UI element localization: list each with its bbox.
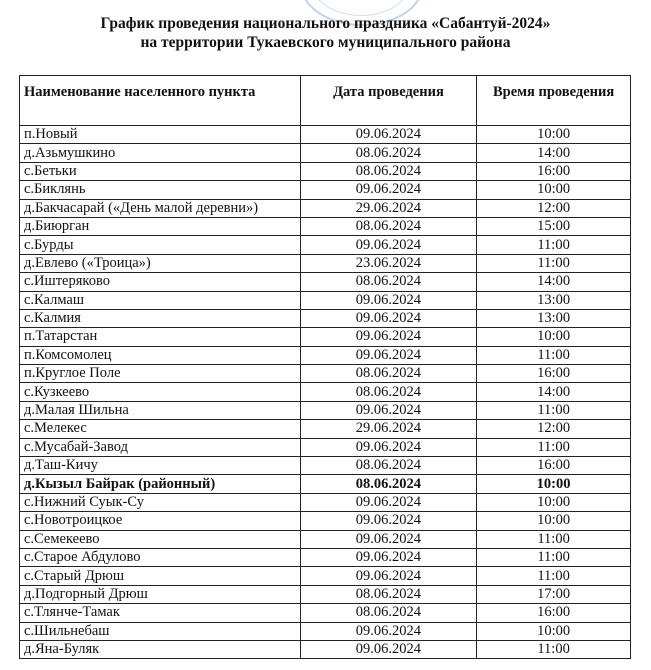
table-row xyxy=(20,512,631,530)
table-row xyxy=(20,457,631,475)
cell-time: 11:00 xyxy=(477,530,631,548)
cell-time: 11:00 xyxy=(477,640,631,658)
cell-date: 08.06.2024 xyxy=(300,273,477,291)
cell-place: д.Евлево («Троица») xyxy=(20,254,301,272)
cell-place: с.Тлянче-Тамак xyxy=(20,604,301,622)
cell-date: 09.06.2024 xyxy=(300,346,477,364)
cell-place: д.Яна-Буляк xyxy=(20,640,301,658)
cell-time: 11:00 xyxy=(477,567,631,585)
cell-date: 23.06.2024 xyxy=(300,254,477,272)
cell-time: 16:00 xyxy=(477,365,631,383)
table-row xyxy=(20,217,631,235)
cell-time: 10:00 xyxy=(477,328,631,346)
cell-date: 09.06.2024 xyxy=(300,548,477,566)
cell-time: 12:00 xyxy=(477,420,631,438)
cell-time: 11:00 xyxy=(477,346,631,364)
table-row xyxy=(20,126,631,144)
table-row xyxy=(20,475,631,493)
cell-place: с.Шильнебаш xyxy=(20,622,301,640)
cell-time: 16:00 xyxy=(477,457,631,475)
cell-time: 11:00 xyxy=(477,548,631,566)
cell-time: 14:00 xyxy=(477,144,631,162)
cell-time: 16:00 xyxy=(477,604,631,622)
cell-date: 08.06.2024 xyxy=(300,217,477,235)
table-row xyxy=(20,309,631,327)
table-row xyxy=(20,365,631,383)
cell-date: 08.06.2024 xyxy=(300,457,477,475)
cell-place: п.Круглое Поле xyxy=(20,365,301,383)
cell-place: д.Подгорный Дрюш xyxy=(20,585,301,603)
cell-date: 08.06.2024 xyxy=(300,475,477,493)
cell-time: 11:00 xyxy=(477,254,631,272)
cell-time: 10:00 xyxy=(477,475,631,493)
cell-place: с.Кузкеево xyxy=(20,383,301,401)
cell-date: 08.06.2024 xyxy=(300,604,477,622)
cell-time: 11:00 xyxy=(477,438,631,456)
cell-time: 12:00 xyxy=(477,199,631,217)
table-row xyxy=(20,199,631,217)
cell-time: 10:00 xyxy=(477,126,631,144)
cell-place: с.Мусабай-Завод xyxy=(20,438,301,456)
cell-place: д.Кызыл Байрак (районный) xyxy=(20,475,301,493)
cell-date: 09.06.2024 xyxy=(300,640,477,658)
table-row xyxy=(20,144,631,162)
cell-place: д.Биюрган xyxy=(20,217,301,235)
cell-place: с.Калмия xyxy=(20,309,301,327)
table-row xyxy=(20,162,631,180)
table-row xyxy=(20,236,631,254)
cell-date: 29.06.2024 xyxy=(300,199,477,217)
header-place: Наименование населенного пункта xyxy=(20,76,301,126)
cell-time: 17:00 xyxy=(477,585,631,603)
cell-date: 09.06.2024 xyxy=(300,328,477,346)
cell-date: 08.06.2024 xyxy=(300,585,477,603)
cell-time: 11:00 xyxy=(477,236,631,254)
cell-date: 09.06.2024 xyxy=(300,530,477,548)
table-row xyxy=(20,420,631,438)
cell-place: д.Таш-Кичу xyxy=(20,457,301,475)
table-header-row xyxy=(20,76,631,126)
cell-date: 29.06.2024 xyxy=(300,420,477,438)
table-row xyxy=(20,493,631,511)
table-row xyxy=(20,640,631,658)
cell-place: с.Старый Дрюш xyxy=(20,567,301,585)
cell-time: 14:00 xyxy=(477,383,631,401)
cell-date: 09.06.2024 xyxy=(300,567,477,585)
title-line-1: График проведения национального праздника «Сабантуй-2024» xyxy=(100,15,551,32)
cell-time: 11:00 xyxy=(477,401,631,419)
title-line-2: на территории Тукаевского муниципального района xyxy=(140,34,511,51)
table-row xyxy=(20,530,631,548)
table-row xyxy=(20,585,631,603)
cell-date: 08.06.2024 xyxy=(300,144,477,162)
cell-place: с.Мелекес xyxy=(20,420,301,438)
cell-place: с.Биклянь xyxy=(20,181,301,199)
table-row xyxy=(20,346,631,364)
cell-time: 15:00 xyxy=(477,217,631,235)
cell-date: 09.06.2024 xyxy=(300,126,477,144)
table-row xyxy=(20,548,631,566)
cell-time: 13:00 xyxy=(477,309,631,327)
cell-date: 09.06.2024 xyxy=(300,309,477,327)
cell-time: 10:00 xyxy=(477,512,631,530)
header-time: Время проведения xyxy=(477,76,631,126)
cell-place: с.Нижний Суык-Су xyxy=(20,493,301,511)
table-row xyxy=(20,273,631,291)
table-row xyxy=(20,328,631,346)
cell-place: с.Новотроицкое xyxy=(20,512,301,530)
cell-time: 10:00 xyxy=(477,493,631,511)
cell-place: п.Комсомолец xyxy=(20,346,301,364)
cell-date: 09.06.2024 xyxy=(300,512,477,530)
cell-place: д.Малая Шильна xyxy=(20,401,301,419)
cell-place: с.Старое Абдулово xyxy=(20,548,301,566)
cell-time: 14:00 xyxy=(477,273,631,291)
cell-place: с.Бурды xyxy=(20,236,301,254)
cell-place: д.Бакчасарай («День малой деревни») xyxy=(20,199,301,217)
cell-date: 08.06.2024 xyxy=(300,365,477,383)
cell-date: 08.06.2024 xyxy=(300,383,477,401)
cell-date: 09.06.2024 xyxy=(300,291,477,309)
table-row xyxy=(20,622,631,640)
cell-place: с.Бетьки xyxy=(20,162,301,180)
cell-time: 10:00 xyxy=(477,622,631,640)
cell-place: с.Калмаш xyxy=(20,291,301,309)
cell-date: 09.06.2024 xyxy=(300,622,477,640)
cell-place: п.Новый xyxy=(20,126,301,144)
cell-place: д.Азьмушкино xyxy=(20,144,301,162)
table-row xyxy=(20,383,631,401)
cell-place: с.Иштеряково xyxy=(20,273,301,291)
cell-place: с.Семекеево xyxy=(20,530,301,548)
cell-place: п.Татарстан xyxy=(20,328,301,346)
table-row xyxy=(20,401,631,419)
table-row xyxy=(20,604,631,622)
table-row xyxy=(20,181,631,199)
cell-date: 08.06.2024 xyxy=(300,162,477,180)
cell-date: 09.06.2024 xyxy=(300,236,477,254)
cell-date: 09.06.2024 xyxy=(300,401,477,419)
table-row xyxy=(20,291,631,309)
cell-time: 16:00 xyxy=(477,162,631,180)
cell-date: 09.06.2024 xyxy=(300,438,477,456)
document-title xyxy=(0,14,651,52)
cell-time: 10:00 xyxy=(477,181,631,199)
cell-date: 09.06.2024 xyxy=(300,181,477,199)
table-row xyxy=(20,254,631,272)
schedule-table xyxy=(19,75,631,659)
table-row xyxy=(20,438,631,456)
header-date: Дата проведения xyxy=(300,76,477,126)
table-row xyxy=(20,567,631,585)
table-body xyxy=(20,126,631,659)
cell-time: 13:00 xyxy=(477,291,631,309)
cell-date: 09.06.2024 xyxy=(300,493,477,511)
